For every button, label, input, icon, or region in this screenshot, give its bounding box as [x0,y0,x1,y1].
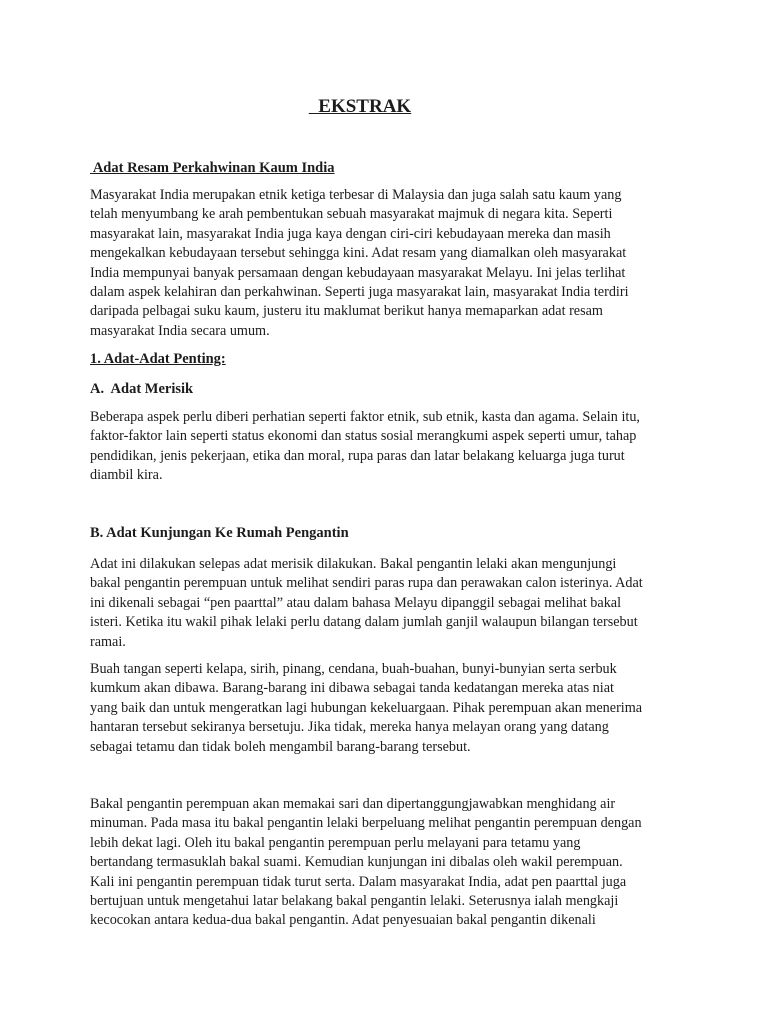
section-1-heading: 1. Adat-Adat Penting: [90,351,226,367]
text-line: telah menyumbang ke arah pembentukan sebuah masyarakat majmuk di negara kita. Seperti [90,206,613,223]
text-line: Buah tangan seperti kelapa, sirih, pinang, cendana, buah-buahan, bunyi-bunyian serta serbuk [90,661,617,677]
text-line: diambil kira. [90,467,163,484]
text-line: dalam aspek kelahiran dan perkahwinan. Seperti juga masyarakat lain, masyarakat India terdiri [90,284,629,301]
section-a-heading: A. Adat Merisik [90,381,194,397]
text-line: bertujuan untuk mengetahui latar belakang bakal pengantin lelaki. Seterusnya ialah mengkaji [90,893,619,910]
text-line: daripada pelbagai suku kaum, justeru itu maklumat berikut hanya memaparkan adat resam [90,303,603,320]
text-line: sebagai tetamu dan tidak boleh mengambil barang-barang tersebut. [90,738,471,755]
document-subtitle: Adat Resam Perkahwinan Kaum India [90,160,335,176]
text-line: isteri. Ketika itu wakil pihak lelaki perlu datang dalam jumlah ganjil walaupun bilangan tersebut [90,614,638,631]
text-line: yang baik dan untuk mengeratkan lagi hubungan kekeluargaan. Pihak perempuan akan menerima [90,699,643,716]
text-line: Bakal pengantin perempuan akan memakai sari dan dipertanggungjawabkan menghidang air [90,796,616,812]
text-line: Masyarakat India merupakan etnik ketiga terbesar di Malaysia dan juga salah satu kaum yang [90,187,622,203]
text-line: masyarakat India secara umum. [90,322,270,339]
text-line: pendidikan, jenis pekerjaan, etika dan moral, rupa paras dan latar belakang keluarga juga turut [90,447,625,464]
document-title: EKSTRAK [308,96,412,117]
text-line: Kali ini pengantin perempuan tidak turut serta. Dalam masyarakat India, adat pen paarttal juga [90,873,627,890]
text-line: Adat ini dilakukan selepas adat merisik dilakukan. Bakal pengantin lelaki akan mengunjungi [90,556,617,572]
section-b-heading: B. Adat Kunjungan Ke Rumah Pengantin [90,525,349,541]
text-line: mengekalkan kebudayaan tersebut sehingga kini. Adat resam yang diamalkan oleh masyarakat [90,245,627,262]
text-line: ini dikenali sebagai “pen paarttal” atau dalam bahasa Melayu dipanggil sebagai melihat bakal [90,594,622,611]
text-line: ramai. [90,633,126,650]
text-line: lebih dekat lagi. Oleh itu bakal pengantin perempuan perlu melayani para tetamu yang [90,834,581,851]
text-line: minuman. Pada masa itu bakal pengantin lelaki berpeluang melihat pengantin perempuan dengan [90,815,642,832]
intro-paragraph [90,186,690,341]
text-line: faktor-faktor lain seperti status ekonomi dan status sosial merangkumi aspek seperti umur, tahap [90,428,637,445]
text-line: hantaran tersebut sekiranya bersetuju. Jika tidak, mereka hanya melayan orang yang datang [90,719,609,736]
section-a-paragraph [90,408,690,486]
text-line: bakal pengantin perempuan untuk melihat sendiri paras rupa dan perawakan calon isterinya. Adat [90,575,643,592]
section-b-paragraph-1 [90,555,690,652]
text-line: kecocokan antara kedua-dua bakal pengantin. Adat penyesuaian bakal pengantin dikenali [90,912,596,929]
text-line: Beberapa aspek perlu diberi perhatian seperti faktor etnik, sub etnik, kasta dan agama. Selain itu, [90,409,640,425]
text-line: kumkum akan dibawa. Barang-barang ini dibawa sebagai tanda kedatangan mereka atas niat [90,680,614,697]
section-b-paragraph-3 [90,795,690,931]
text-line: bertandang termasuklah bakal suami. Kemudian kunjungan ini dibalas oleh wakil perempuan. [90,854,623,871]
text-line: masyarakat lain, masyarakat India juga kaya dengan ciri-ciri kebudayaan mereka dan masih [90,225,611,242]
section-b-paragraph-2 [90,660,690,757]
text-line: India mempunyai banyak persamaan dengan kebudayaan masyarakat Melayu. Ini jelas terlihat [90,264,626,281]
